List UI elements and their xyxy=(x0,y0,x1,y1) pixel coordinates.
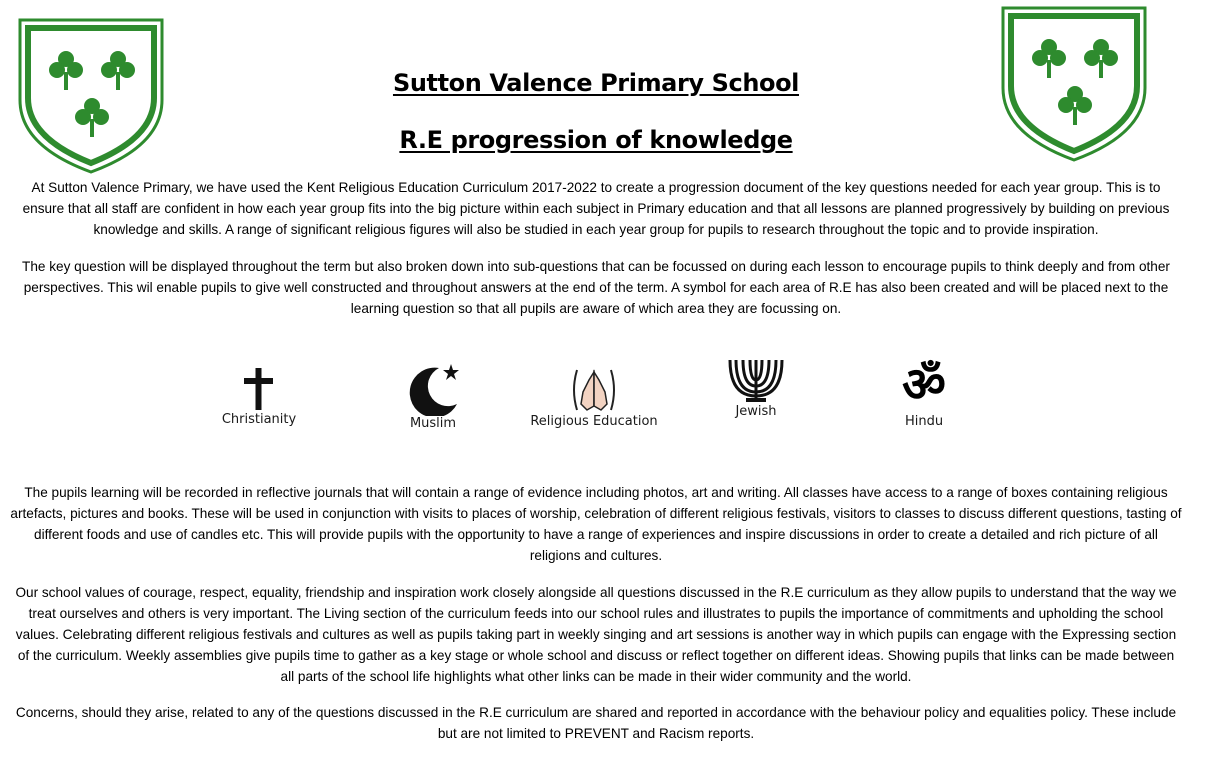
intro-paragraph-1: At Sutton Valence Primary, we have used the Kent Religious Education Curriculum 2017-2022 to create a progression document of the key questions needed for each year group. This is to ensure that all staff are confident in how each year group fits into the big picture within each subject in Primary education and that all lessons are planned progressively by building on previous knowledge and skills. A range of significant religious figures will also be studied in each year group for pupils to research throughout the topic and to provide inspiration. xyxy=(22,180,1170,237)
om-icon: ॐ xyxy=(902,357,946,413)
symbol-religious-education xyxy=(528,366,660,429)
symbol-label: Christianity xyxy=(221,412,297,427)
symbol-jewish xyxy=(716,358,796,419)
symbol-hindu xyxy=(884,356,964,429)
crescent-star-icon xyxy=(401,362,465,416)
document-title-heading: R.E progression of knowledge xyxy=(399,126,793,154)
symbol-label: Muslim xyxy=(409,416,457,431)
symbol-muslim xyxy=(393,362,473,431)
symbol-label: Religious Education xyxy=(530,414,658,429)
school-name-heading: Sutton Valence Primary School xyxy=(392,69,800,97)
symbol-label: Hindu xyxy=(904,414,944,429)
body-paragraph-5: Concerns, should they arise, related to any of the questions discussed in the R.E curriculum are shared and reported in accordance with the behaviour policy and equalities policy. These include but are not limited to PREVENT and Racism reports. xyxy=(15,705,1177,741)
body-paragraph-3: The pupils learning will be recorded in reflective journals that will contain a range of evidence including photos, art and writing. All classes have access to a range of boxes containing religious artefacts, pictures and books. These will be used in conjunction with visits to places of worship, celebration of different religious festivals, visitors to classes to discuss different questions, tasting of different foods and use of candles etc. This will provide pupils with the opportunity to have a range of experiences and inspire discussions in order to create a detailed and rich picture of all religions and cultures. xyxy=(10,485,1182,563)
praying-hands-icon xyxy=(569,366,619,414)
symbol-label: Jewish xyxy=(735,404,777,419)
menorah-icon xyxy=(728,358,784,404)
cross-icon xyxy=(239,366,279,412)
body-paragraph-4: Our school values of courage, respect, equality, friendship and inspiration work closely alongside all questions discussed in the R.E curriculum as they allow pupils to understand that the way we treat ourselves and others is very important. The Living section of the curriculum feeds into our school rules and illustrates to pupils the importance of commitments and upholding the school values. Celebrating different religious festivals and cultures as well as pupils taking part in weekly singing and art sessions is another way in which pupils can engage with the Expressing section of the curriculum. Weekly assemblies give pupils time to gather as a key stage or whole school and discuss or reflect together on different ideas. Showing pupils that links can be made between all parts of the school life highlights what other links can be made in their wider community and the world. xyxy=(15,585,1177,684)
intro-paragraph-2: The key question will be displayed throughout the term but also broken down into sub-questions that can be focussed on during each lesson to encourage pupils to think deeply and from other perspectives. This wil enable pupils to give well constructed and throughout answers at the end of the term. A symbol for each area of R.E has also been created and will be placed next to the learning question so that all pupils are aware of which area they are focussing on. xyxy=(22,259,1170,316)
symbol-christianity xyxy=(214,366,304,427)
